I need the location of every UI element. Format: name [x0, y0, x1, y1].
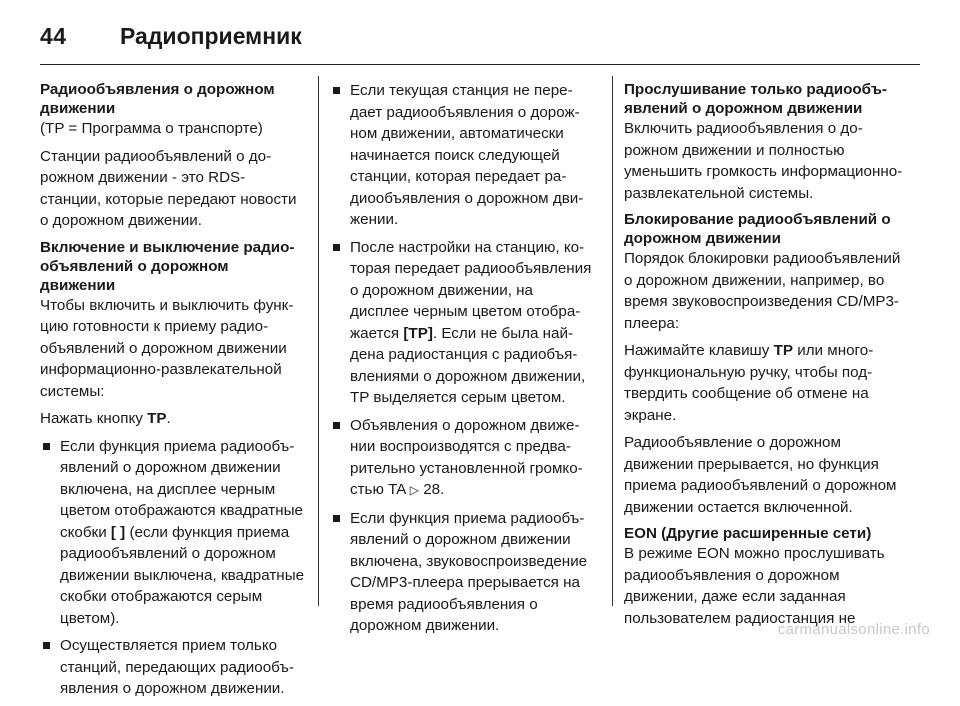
- page-ref-arrow-icon: ▷: [409, 483, 419, 497]
- paragraph-only-traffic: Включить радиообъявления о дорожном движении и полностью уменьшить громкость информационно-развлекательной системы.: [624, 120, 903, 202]
- header-rule: [40, 64, 920, 65]
- section-heading-toggle: Включение и выключение радиообъявлений о дорожном движении: [40, 238, 295, 294]
- list-item: Если текущая станция не передает радиообъявления о дорожном движении, автоматически начинается поиск следующей станции, которая передает радиообъявления о дорожном движении.: [330, 80, 596, 231]
- paragraph-toggle: Чтобы включить и выключить функцию готовности к приему радиообъявлений о дорожном движении информационно-развлекательной системы:: [40, 296, 294, 400]
- bullet-list-2: [330, 80, 596, 637]
- page-number: 44: [40, 22, 67, 49]
- section-heading-eon: EON (Другие расширенные сети): [624, 525, 872, 542]
- page-header: [40, 14, 302, 58]
- section-heading-block: Блокирование радиообъявлений о дорожном движении: [624, 211, 891, 247]
- bullet-list-1: [40, 436, 306, 700]
- list-item: Объявления о дорожном движении воспроизводятся с предварительно установленной громкостью TA ▷ 28.: [330, 415, 596, 502]
- section-heading-only-traffic: Прослушивание только радиообъявлений о дорожном движении: [624, 81, 887, 117]
- paragraph-press-tp: Нажать кнопку TP.: [40, 410, 171, 427]
- list-item: Осуществляется прием только станций, передающих радиообъявления о дорожном движении.: [40, 635, 306, 700]
- paragraph-eon: В режиме EON можно прослушивать радиообъявления о дорожном движении, даже если заданная пользователем радиостанция не: [624, 545, 885, 627]
- paragraph-block: Порядок блокировки радиообъявлений о дорожном движении, например, во время звуковоспроизведения CD/MP3-плеера:: [624, 250, 901, 332]
- section-heading-traffic: Радиообъявления о дорожном движении: [40, 81, 275, 117]
- watermark: carmanualsonline.info: [777, 621, 930, 638]
- list-item: Если функция приема радиообъявлений о дорожном движении включена, звуковоспроизведение CD/MP3-плеера прерывается на время радиообъявления о дорожном движении.: [330, 508, 596, 637]
- column-divider-1: [318, 76, 319, 606]
- paragraph-rds: Станции радиообъявлений о дорожном движении - это RDS-станции, которые передают новости о дорожном движении.: [40, 147, 297, 229]
- page-title: Радиоприемник: [120, 22, 302, 49]
- tp-key-label: TP: [147, 410, 167, 427]
- paragraph-interrupt: Радиообъявление о дорожном движении прерывается, но функция приема радиообъявлений о дорожном движении остается включенной.: [624, 434, 897, 516]
- paragraph-press-tp-cancel: Нажимайте клавишу TP или многофункциональную ручку, чтобы подтвердить сообщение об отмене на экране.: [624, 342, 874, 424]
- list-item: После настройки на станцию, которая передает радиообъявления о дорожном движении, на дисплее черным цветом отображается [TP]. Если не была найдена радиостанция с радиобъявлениями о дорожном движении, TP выделяется серым цветом.: [330, 237, 596, 409]
- column-2: [330, 80, 596, 643]
- column-1: [40, 80, 306, 706]
- column-divider-2: [612, 76, 613, 606]
- paragraph-tp-def: (TP = Программа о транспорте): [40, 120, 263, 137]
- list-item: Если функция приема радиообъявлений о дорожном движении включена, на дисплее черным цветом отображаются квадратные скобки [ ] (если функция приема радиообъявлений о дорожном движении выключена, квадратные скобки отображаются серым цветом).: [40, 436, 306, 630]
- column-3: [624, 80, 906, 635]
